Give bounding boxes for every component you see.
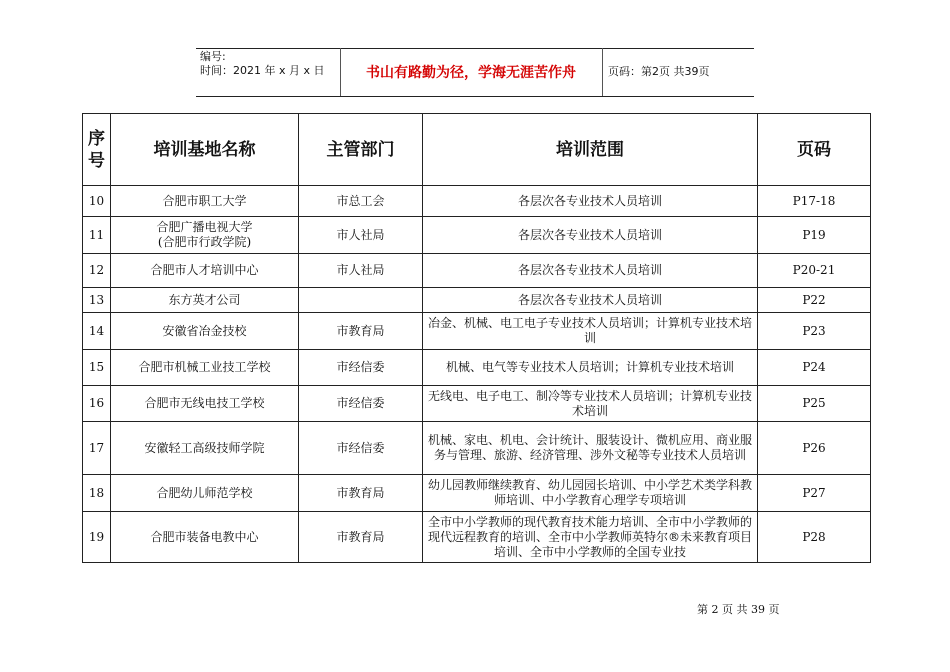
row-number-cell	[83, 313, 111, 350]
page-cell-text: P20-21	[792, 263, 836, 277]
training-base-table	[82, 113, 871, 563]
row-number-cell-text: 16	[88, 396, 105, 410]
header-bottom-rule	[196, 96, 754, 97]
column-header-scope: 培训范围	[423, 114, 758, 186]
table-header-row	[83, 114, 871, 186]
row-number-cell-text: 12	[88, 263, 105, 277]
base-name-cell	[111, 217, 299, 254]
department-cell	[299, 186, 423, 217]
scope-cell-text: 全市中小学教师的现代教育技术能力培训、全市中小学教师的现代远程教育的培训、全市中小学教师英特尔®未来教育项目培训、全市中小学教师的全国专业技	[427, 515, 752, 559]
base-name-cell	[111, 186, 299, 217]
row-number-cell	[83, 217, 111, 254]
page-cell	[758, 288, 871, 313]
row-number-cell-text: 10	[88, 193, 105, 208]
scope-cell	[423, 350, 758, 386]
column-header-dept: 主管部门	[299, 114, 423, 186]
table-row	[83, 186, 871, 217]
department-cell-text: 市总工会	[336, 193, 385, 208]
table-row	[83, 313, 871, 350]
department-cell	[299, 217, 423, 254]
header-motto: 书山有路勤为径，学海无涯苦作舟	[366, 65, 576, 81]
page-cell	[758, 186, 871, 217]
table-row	[83, 254, 871, 288]
base-name-cell	[111, 512, 299, 563]
row-number-cell	[83, 186, 111, 217]
department-cell-text: 市教育局	[336, 323, 385, 338]
department-cell-text: 市教育局	[336, 529, 385, 544]
row-number-cell-text: 13	[88, 292, 105, 307]
base-name-cell-text: 合肥市机械工业技工学校	[138, 360, 271, 374]
base-name-cell	[111, 313, 299, 350]
scope-cell	[423, 217, 758, 254]
scope-cell	[423, 386, 758, 422]
column-header-page: 页码	[758, 114, 871, 186]
page-cell-text: P24	[802, 360, 826, 374]
scope-cell-text: 幼儿园教师继续教育、幼儿园园长培训、中小学艺术类学科教师培训、中小学教育心理学专项培训	[427, 478, 752, 507]
department-cell-text: 市经信委	[336, 440, 385, 455]
page-cell	[758, 512, 871, 563]
base-name-cell-text: 合肥市无线电技工学校	[144, 396, 265, 410]
scope-cell	[423, 288, 758, 313]
scope-cell	[423, 512, 758, 563]
scope-cell-text: 机械、家电、机电、会计统计、服装设计、微机应用、商业服务与管理、旅游、经济管理、涉外文秘等专业技术人员培训	[427, 433, 752, 462]
department-cell	[299, 254, 423, 288]
column-header-name: 培训基地名称	[111, 114, 299, 186]
code-label: 编号:	[200, 50, 226, 63]
page-cell-text: P17-18	[792, 193, 836, 208]
table-row	[83, 422, 871, 475]
department-cell-text: 市经信委	[336, 360, 385, 374]
column-header-seq: 序号	[83, 114, 111, 186]
page-cell-text: P25	[802, 396, 826, 410]
page-cell-text: P27	[802, 485, 826, 500]
base-name-cell-text: 安徽省冶金技校	[162, 323, 247, 338]
base-name-cell	[111, 288, 299, 313]
table-row	[83, 512, 871, 563]
base-name-cell-text: 合肥广播电视大学 (合肥市行政学院)	[156, 220, 253, 249]
department-cell	[299, 475, 423, 512]
page-cell-text: P22	[802, 292, 826, 307]
scope-cell-text: 机械、电气等专业技术人员培训；计算机专业技术培训	[445, 360, 734, 374]
row-number-cell	[83, 288, 111, 313]
page-cell	[758, 254, 871, 288]
department-cell-text: 市人社局	[336, 263, 385, 277]
table-row	[83, 350, 871, 386]
department-cell-text: 市教育局	[336, 485, 385, 500]
row-number-cell-text: 11	[88, 227, 105, 242]
scope-cell	[423, 313, 758, 350]
row-number-cell-text: 18	[88, 485, 105, 500]
header-meta	[200, 50, 325, 78]
base-name-cell-text: 东方英才公司	[168, 292, 241, 307]
base-name-cell-text: 合肥市职工大学	[162, 193, 247, 208]
scope-cell-text: 各层次各专业技术人员培训	[517, 263, 662, 277]
header-divider	[602, 48, 603, 96]
row-number-cell	[83, 350, 111, 386]
scope-cell-text: 无线电、电子电工、制冷等专业技术人员培训；计算机专业技术培训	[427, 388, 752, 418]
base-name-cell	[111, 350, 299, 386]
page-cell	[758, 313, 871, 350]
time-label: 时间：2021 年 x 月 x 日	[200, 64, 325, 77]
page-cell	[758, 350, 871, 386]
page-cell	[758, 217, 871, 254]
footer-page-number: 第 2 页 共 39 页	[697, 603, 780, 616]
page-cell-text: P28	[802, 529, 826, 544]
scope-cell	[423, 475, 758, 512]
table-row	[83, 386, 871, 422]
department-cell	[299, 350, 423, 386]
department-cell	[299, 422, 423, 475]
page-cell	[758, 475, 871, 512]
row-number-cell-text: 17	[88, 440, 105, 455]
base-name-cell	[111, 422, 299, 475]
department-cell	[299, 512, 423, 563]
page-cell	[758, 422, 871, 475]
row-number-cell-text: 15	[88, 360, 105, 374]
page-cell-text: P19	[802, 227, 826, 242]
table-body	[83, 186, 871, 563]
row-number-cell	[83, 475, 111, 512]
scope-cell-text: 各层次各专业技术人员培训	[517, 227, 662, 242]
scope-cell	[423, 254, 758, 288]
department-cell	[299, 386, 423, 422]
scope-cell-text: 各层次各专业技术人员培训	[517, 193, 662, 208]
scope-cell-text: 冶金、机械、电工电子专业技术人员培训；计算机专业技术培训	[427, 316, 752, 345]
page-cell-text: P26	[802, 440, 826, 455]
department-cell	[299, 313, 423, 350]
page-cell-text: P23	[802, 323, 826, 338]
row-number-cell	[83, 386, 111, 422]
header-page-info: 页码：第2页 共39页	[608, 65, 710, 78]
row-number-cell	[83, 512, 111, 563]
page-cell	[758, 386, 871, 422]
table-row	[83, 475, 871, 512]
row-number-cell	[83, 254, 111, 288]
base-name-cell-text: 合肥市装备电教中心	[150, 529, 259, 544]
scope-cell	[423, 186, 758, 217]
scope-cell-text: 各层次各专业技术人员培训	[517, 292, 662, 307]
base-name-cell-text: 安徽轻工高级技师学院	[144, 440, 265, 455]
department-cell	[299, 288, 423, 313]
base-name-cell	[111, 386, 299, 422]
base-name-cell	[111, 254, 299, 288]
row-number-cell-text: 19	[88, 529, 105, 544]
department-cell-text: 市人社局	[336, 227, 385, 242]
base-name-cell	[111, 475, 299, 512]
row-number-cell	[83, 422, 111, 475]
row-number-cell-text: 14	[88, 323, 105, 338]
base-name-cell-text: 合肥幼儿师范学校	[156, 485, 253, 500]
scope-cell	[423, 422, 758, 475]
base-name-cell-text: 合肥市人才培训中心	[150, 263, 259, 277]
table-row	[83, 288, 871, 313]
table-row	[83, 217, 871, 254]
department-cell-text: 市经信委	[336, 396, 385, 410]
